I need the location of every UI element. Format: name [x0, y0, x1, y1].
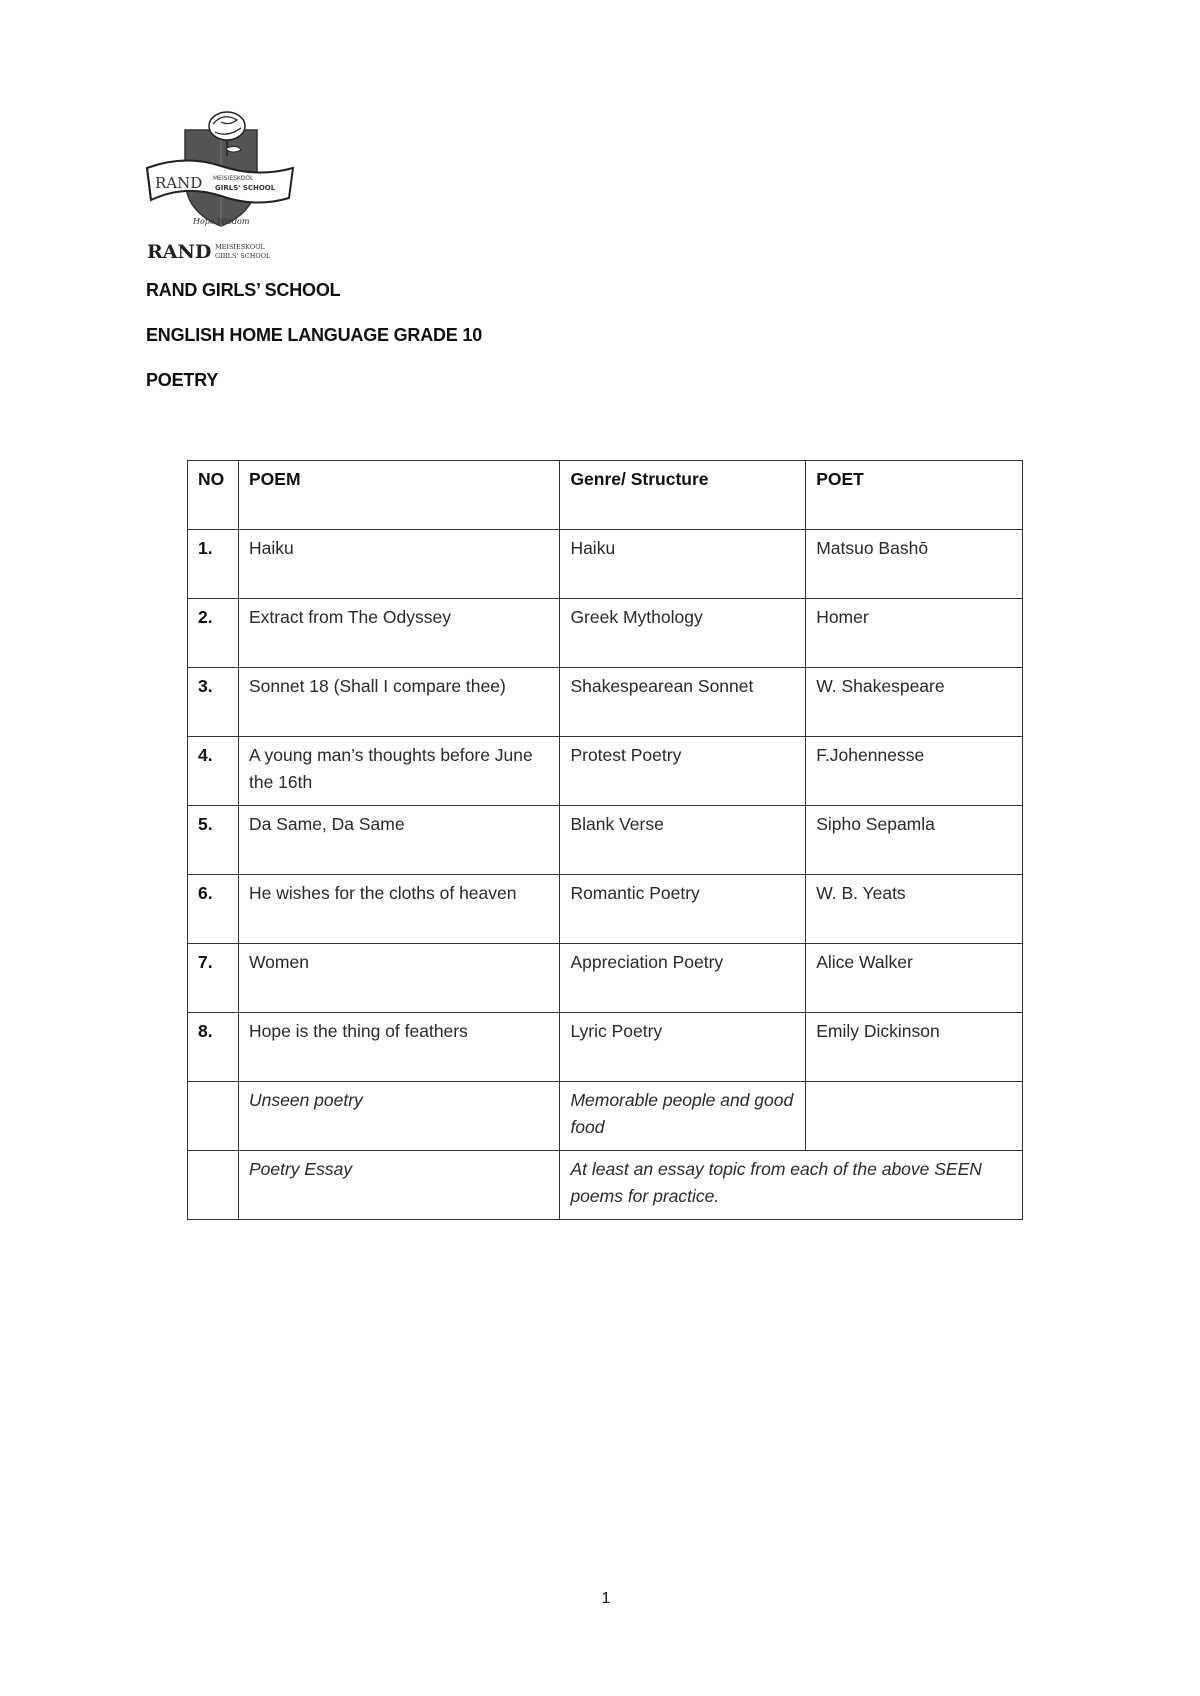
- table-row: [188, 944, 1023, 1013]
- poem-genre: Romantic Poetry: [560, 875, 806, 944]
- svg-text:MEISIESKOOL: MEISIESKOOL: [213, 175, 254, 182]
- poem-title: He wishes for the cloths of heaven: [238, 875, 559, 944]
- poetry-essay-label: Poetry Essay: [238, 1151, 559, 1220]
- poetry-table: [187, 460, 1023, 1220]
- column-header-poem: POEM: [238, 461, 559, 530]
- poem-title: Haiku: [238, 530, 559, 599]
- unseen-poetry-label: Unseen poetry: [238, 1082, 559, 1151]
- poet-name: Sipho Sepamla: [806, 806, 1023, 875]
- table-header-row: [188, 461, 1023, 530]
- column-header-genre: Genre/ Structure: [560, 461, 806, 530]
- table-row: [188, 599, 1023, 668]
- row-number: 8.: [188, 1013, 239, 1082]
- poem-title: A young man’s thoughts before June the 16th: [238, 737, 559, 806]
- poem-genre: Haiku: [560, 530, 806, 599]
- poem-genre: Lyric Poetry: [560, 1013, 806, 1082]
- row-number: 1.: [188, 530, 239, 599]
- poetry-essay-note: At least an essay topic from each of the above SEEN poems for practice.: [560, 1151, 1023, 1220]
- table-row: [188, 875, 1023, 944]
- table-row: [188, 668, 1023, 737]
- poem-genre: Greek Mythology: [560, 599, 806, 668]
- row-number-empty: [188, 1151, 239, 1220]
- poet-name: Homer: [806, 599, 1023, 668]
- table-row: [188, 530, 1023, 599]
- school-name-heading: RAND GIRLS’ SCHOOL: [146, 280, 341, 300]
- svg-text:RAND: RAND: [147, 241, 212, 263]
- row-number: 7.: [188, 944, 239, 1013]
- poet-name: W. Shakespeare: [806, 668, 1023, 737]
- row-number: 2.: [188, 599, 239, 668]
- poet-name-empty: [806, 1082, 1023, 1151]
- svg-text:GIRLS' SCHOOL: GIRLS' SCHOOL: [215, 184, 276, 192]
- column-header-no: NO: [188, 461, 239, 530]
- poet-name: F.Johennesse: [806, 737, 1023, 806]
- row-number: 4.: [188, 737, 239, 806]
- poem-title: Sonnet 18 (Shall I compare thee): [238, 668, 559, 737]
- svg-text:MEISIESKOOL: MEISIESKOOL: [215, 243, 265, 251]
- row-number-empty: [188, 1082, 239, 1151]
- poet-name: Emily Dickinson: [806, 1013, 1023, 1082]
- poem-genre: Shakespearean Sonnet: [560, 668, 806, 737]
- poem-genre: Protest Poetry: [560, 737, 806, 806]
- poem-title: Women: [238, 944, 559, 1013]
- row-number: 5.: [188, 806, 239, 875]
- poet-name: W. B. Yeats: [806, 875, 1023, 944]
- table-row: [188, 737, 1023, 806]
- poem-genre: Appreciation Poetry: [560, 944, 806, 1013]
- unseen-poetry-row: [188, 1082, 1023, 1151]
- unseen-poetry-theme: Memorable people and good food: [560, 1082, 806, 1151]
- topic-heading: POETRY: [146, 370, 219, 390]
- subject-heading: ENGLISH HOME LANGUAGE GRADE 10: [146, 325, 483, 345]
- svg-text:GIRLS' SCHOOL: GIRLS' SCHOOL: [215, 252, 271, 260]
- poem-title: Hope is the thing of feathers: [238, 1013, 559, 1082]
- column-header-poet: POET: [806, 461, 1023, 530]
- svg-text:Hope Wisdom: Hope Wisdom: [193, 217, 250, 226]
- school-logo: [145, 108, 295, 266]
- row-number: 6.: [188, 875, 239, 944]
- poem-title: Da Same, Da Same: [238, 806, 559, 875]
- poet-name: Alice Walker: [806, 944, 1023, 1013]
- svg-text:RAND: RAND: [155, 174, 203, 192]
- page-number: 1: [601, 1590, 611, 1607]
- poem-genre: Blank Verse: [560, 806, 806, 875]
- table-row: [188, 1013, 1023, 1082]
- table-row: [188, 806, 1023, 875]
- poem-title: Extract from The Odyssey: [238, 599, 559, 668]
- poetry-essay-row: [188, 1151, 1023, 1220]
- row-number: 3.: [188, 668, 239, 737]
- poet-name: Matsuo Bashō: [806, 530, 1023, 599]
